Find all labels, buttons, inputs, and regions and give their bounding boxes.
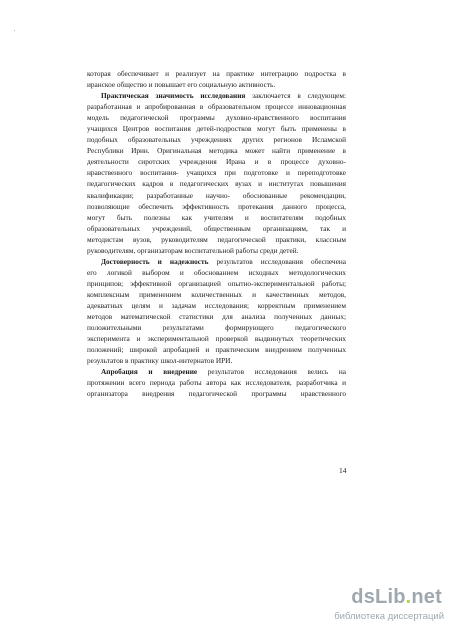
line-text: результатов исследования велись на: [197, 367, 347, 377]
text-line: [87, 190, 346, 201]
text-line: [87, 101, 346, 112]
line-text: комплексным применением количественных и качественных методов,: [87, 289, 346, 299]
watermark-subtitle: библиотека диссертаций: [334, 611, 444, 622]
text-line: [87, 112, 346, 123]
line-text: руководителям, организаторам воспитательной работы среди детей.: [87, 245, 299, 255]
text-line: [87, 256, 346, 267]
watermark-brand-tld: net: [411, 586, 442, 608]
text-line: [87, 355, 346, 366]
line-text: организатора внедрения педагогической программы нравственного: [87, 389, 346, 399]
text-line: [87, 267, 346, 278]
line-text: заключается в следующем:: [245, 91, 346, 101]
line-text: которая обеспечивает и реализует на практике интеграцию подростка в: [87, 69, 346, 78]
bold-heading: Апробация и внедрение: [101, 367, 198, 377]
line-text: педагогических кадров в педагогических вузах и институтах повышения: [87, 179, 346, 189]
text-line: [87, 134, 346, 145]
line-text: иранское общество и повышает его социальную активность.: [87, 80, 276, 90]
line-text: образовательных учреждений, общественным организациям, так и: [87, 223, 346, 233]
text-line: [87, 212, 346, 223]
text-line: [87, 156, 346, 167]
text-line: [87, 311, 346, 322]
line-text: Республики Ирин. Оригинальная методика может найти применение в: [87, 146, 346, 156]
line-text: квалификации; разработанные научно- обоснованные рекомендации,: [87, 190, 346, 200]
text-line: [87, 167, 346, 178]
watermark-brand-dot: .: [405, 586, 412, 608]
line-text: результатов в практику школ-интернатов ИРИ.: [87, 356, 233, 366]
line-text: методов математической статистики для анализа полученных данных;: [87, 312, 346, 322]
line-text: эксперимента и экспериментальной проверкой выдвинутых теоретических: [87, 334, 346, 344]
line-text: могут быть полезны как учителям и воспитателям подобных: [87, 212, 346, 222]
page-number: 14: [339, 466, 347, 475]
line-text: модель педагогической программы духовно-нравственного воспитания: [87, 113, 346, 123]
text-line: [87, 178, 346, 189]
line-text: нравственного воспитания- учащихся при подготовке и переподготовке: [87, 168, 346, 178]
watermark-brand: [351, 586, 442, 609]
text-line: [87, 344, 346, 355]
watermark-brand-main: dsLib: [351, 586, 406, 608]
text-line: [87, 79, 346, 90]
line-text: протяжении всего периода работы автора как исследователя, разработчика и: [87, 378, 346, 388]
line-text: позволяющие обеспечить эффективность протекания данного процесса,: [87, 201, 346, 211]
text-line: [87, 388, 346, 399]
line-text: положительными результатами формирующего педагогического: [87, 323, 346, 333]
text-line: [87, 245, 346, 256]
text-line: [87, 234, 346, 245]
bold-heading: Достоверность и надежность: [101, 256, 209, 266]
text-line: [87, 68, 346, 79]
line-text: результатов исследования обеспечена: [208, 256, 346, 266]
body-text: [87, 68, 346, 399]
text-line: [87, 223, 346, 234]
text-line: [87, 333, 346, 344]
line-text: деятельности сиротских учреждения Ирана и в процессе духовно-: [87, 157, 346, 167]
line-text: адекватных целям и задачам исследования; корректным применением: [87, 300, 346, 310]
text-line: [87, 201, 346, 212]
text-line: [87, 322, 346, 333]
corner-mark: ': [14, 30, 16, 36]
bold-heading: Практическая значимость исследования: [101, 91, 246, 101]
watermark-logo: [334, 586, 448, 626]
line-text: разработанная и апробированная в образовательном процессе инновационная: [87, 102, 346, 112]
text-line: [87, 289, 346, 300]
line-text: принципов; эффективной организацией опытно-экспериментальной работы;: [87, 278, 346, 288]
text-line: [87, 377, 346, 388]
line-text: положений; широкой апробацией и практическим внедрением полученных: [87, 345, 346, 355]
text-line: [87, 366, 346, 377]
line-text: подобных образовательных учреждениях других регионов Исламской: [87, 135, 346, 145]
line-text: его логикой выбором и обоснованием исходных методологических: [87, 267, 346, 277]
text-line: [87, 145, 346, 156]
line-text: методистам вузов, руководителям педагогической практики, классным: [87, 234, 346, 244]
text-line: [87, 123, 346, 134]
line-text: учащихся Центров воспитания детей-подростков могут быть применены в: [87, 124, 346, 134]
text-line: [87, 90, 346, 101]
text-line: [87, 300, 346, 311]
text-line: [87, 278, 346, 289]
